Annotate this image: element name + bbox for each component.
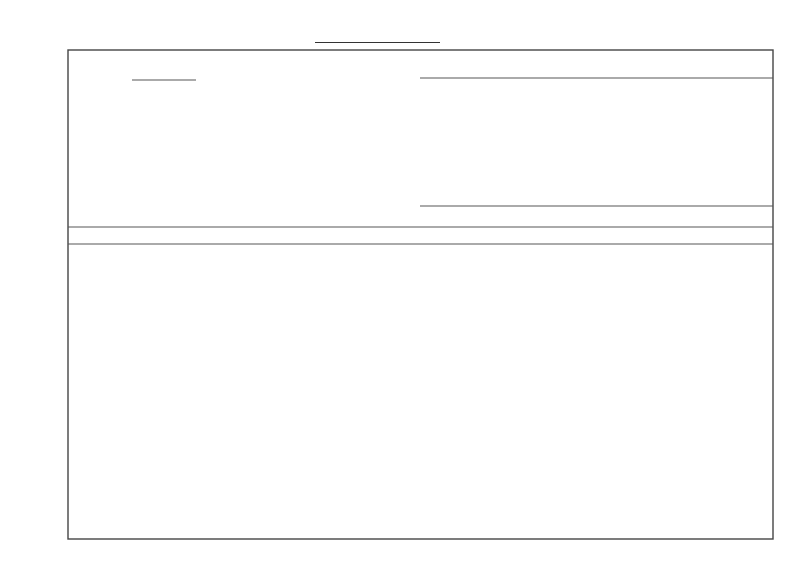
table-frame	[68, 50, 773, 539]
